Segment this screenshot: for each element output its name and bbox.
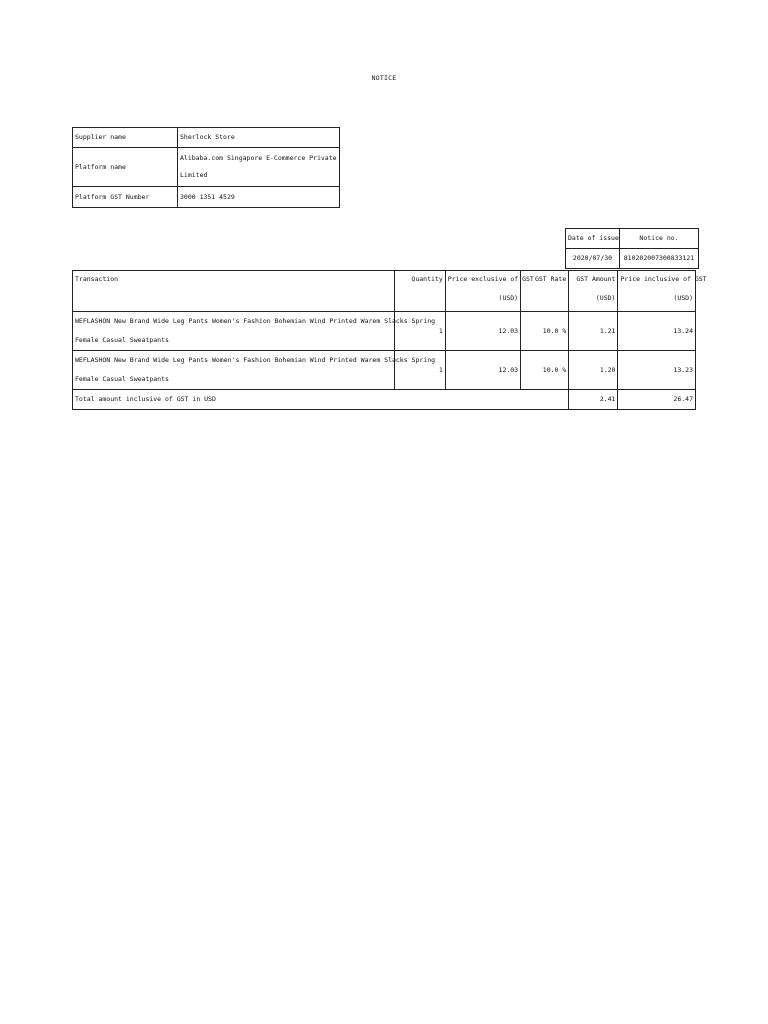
gst-amount-header [569,271,618,312]
transaction-description-line2: Female Casual Sweatpants [75,336,169,344]
table-row [73,312,696,351]
quantity-header [395,271,445,312]
supplier-info-table [72,127,340,208]
supplier-name-label: Supplier name [73,128,178,148]
issue-value-row [566,249,699,269]
notice-no-value: 810202007300833121 [620,249,699,269]
table-header-row [73,271,696,312]
transaction-description [73,351,436,390]
transaction-description-line2: Female Casual Sweatpants [75,375,169,383]
transaction-description-line1: WEFLASHON New Brand Wide Leg Pants Women's Fashion Bohemian Wind Printed Warem Slacks Spring [75,317,436,325]
gst-rate-value: 10.0 % [521,312,569,351]
gst-amount-value: 1.20 [569,351,618,390]
transaction-header-label: Transaction [75,275,119,283]
page-title: NOTICE [371,74,397,82]
platform-name-value [178,148,340,187]
transaction-description-line1: WEFLASHON New Brand Wide Leg Pants Women's Fashion Bohemian Wind Printed Warem Slacks Spring [75,356,436,364]
price-exclusive-header-line2: (USD) [498,294,519,302]
total-blank-cell [445,390,520,410]
transactions-table [72,270,707,410]
platform-gst-row [73,187,340,208]
price-exclusive-value: 12.03 [445,312,520,351]
table-row [73,351,696,390]
total-blank-cell [395,390,445,410]
platform-name-value-line2: Limited [180,171,208,179]
transaction-description [73,312,436,351]
issue-info-table [565,228,699,269]
gst-amount-header-line1: GST Amount [576,275,616,283]
supplier-name-row [73,128,340,148]
price-exclusive-header-line1: Price exclusive of GST [447,275,534,283]
price-exclusive-header [445,271,534,312]
quantity-header-label: Quantity [411,275,443,283]
gst-rate-header-label: GST Rate [534,275,567,283]
issue-header-row [566,229,699,249]
price-inclusive-value: 13.24 [618,312,696,351]
price-inclusive-value: 13.23 [618,351,696,390]
price-inclusive-header [618,271,707,312]
total-gst-amount: 2.41 [569,390,618,410]
price-inclusive-header-line1: Price inclusive of GST [620,275,707,283]
supplier-name-value: Sherlock Store [178,128,340,148]
quantity-value: 1 [395,351,445,390]
price-inclusive-header-line2: (USD) [673,294,693,302]
gst-amount-value: 1.21 [569,312,618,351]
total-blank-cell [521,390,569,410]
total-label: Total amount inclusive of GST in USD [73,390,395,410]
quantity-value: 1 [395,312,445,351]
platform-name-row [73,148,340,187]
platform-name-label: Platform name [73,148,178,187]
date-of-issue-value: 2020/07/30 [566,249,620,269]
transaction-header [73,271,395,312]
platform-name-value-line1: Alibaba.com Singapore E-Commerce Private [180,154,337,162]
price-exclusive-value: 12.03 [445,351,520,390]
total-price-inclusive: 26.47 [618,390,696,410]
platform-gst-label: Platform GST Number [73,187,178,208]
gst-rate-value: 10.0 % [521,351,569,390]
platform-gst-value: 3000 1351 4529 [178,187,340,208]
notice-no-label: Notice no. [620,229,699,249]
total-row [73,390,696,410]
gst-amount-header-line2: (USD) [595,294,616,302]
date-of-issue-label: Date of issue [566,229,620,249]
